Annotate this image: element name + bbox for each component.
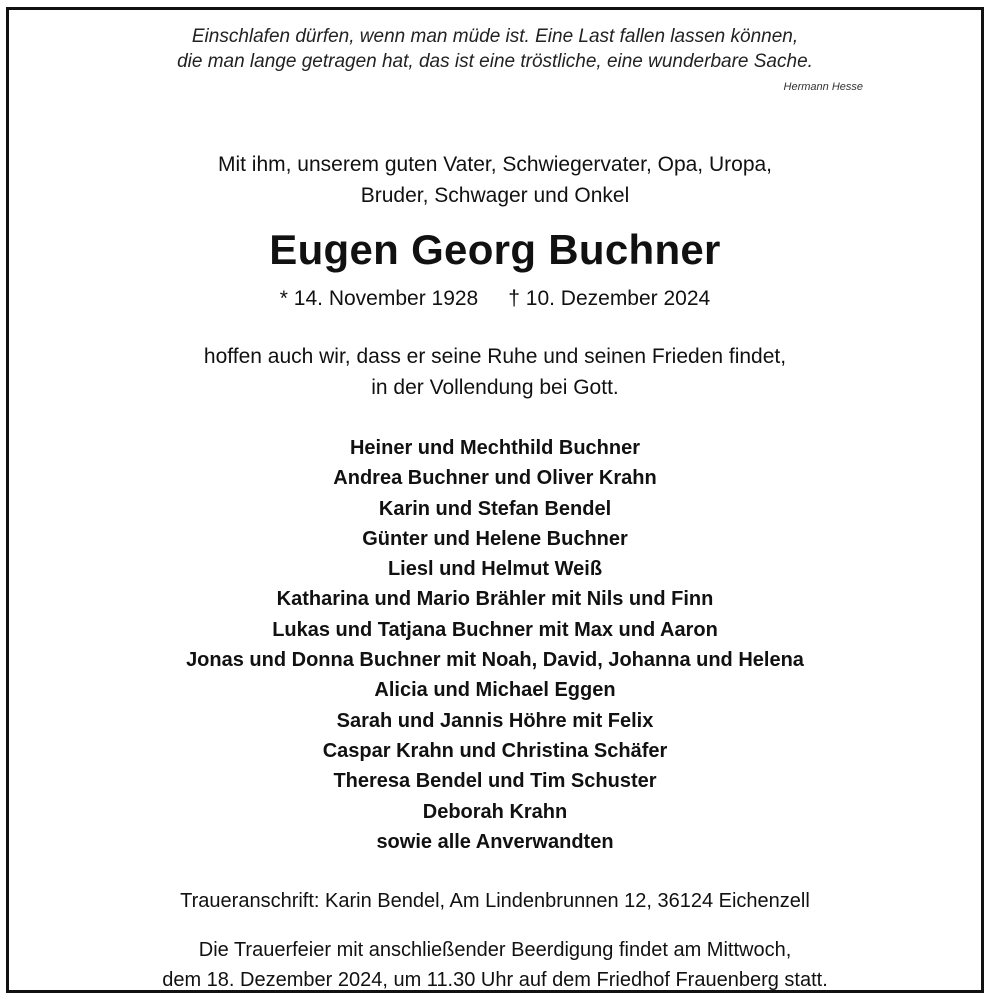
mourner-entry: Jonas und Donna Buchner mit Noah, David, Johanna und Helena bbox=[186, 649, 804, 672]
mourner-entry: Alicia und Michael Eggen bbox=[374, 679, 616, 702]
service-line: dem 18. Dezember 2024, um 11.30 Uhr auf dem Friedhof Frauenberg statt. bbox=[162, 969, 828, 991]
intro-text bbox=[9, 149, 981, 211]
life-dates bbox=[9, 284, 981, 314]
obituary-frame bbox=[6, 7, 984, 993]
mourning-address: Traueranschrift: Karin Bendel, Am Lindenbrunnen 12, 36124 Eichenzell bbox=[180, 890, 810, 912]
mourner-entry: Liesl und Helmut Weiß bbox=[387, 558, 603, 581]
mourners-list bbox=[9, 433, 981, 857]
mourner-entry: Deborah Krahn bbox=[422, 800, 568, 823]
mourner-entry: sowie alle Anverwandten bbox=[376, 830, 614, 853]
birth-date: * 14. November 1928 bbox=[279, 287, 479, 310]
mourner-entry: Theresa Bendel und Tim Schuster bbox=[333, 770, 657, 793]
quote-line: die man lange getragen hat, das ist eine tröstliche, eine wunderbare Sache. bbox=[177, 51, 813, 72]
quote-line: Einschlafen dürfen, wenn man müde ist. Eine Last fallen lassen können, bbox=[191, 26, 799, 47]
mourner-entry: Andrea Buchner und Oliver Krahn bbox=[333, 467, 657, 490]
mourner-entry: Lukas und Tatjana Buchner mit Max und Aaron bbox=[272, 618, 718, 641]
service-line: Die Trauerfeier mit anschließender Beerdigung findet am Mittwoch, bbox=[198, 939, 792, 961]
peace-line: hoffen auch wir, dass er seine Ruhe und seinen Frieden findet, bbox=[203, 345, 787, 368]
intro-line: Bruder, Schwager und Onkel bbox=[360, 184, 630, 207]
mourner-entry: Günter und Helene Buchner bbox=[362, 527, 628, 550]
deceased-name: Eugen Georg Buchner bbox=[269, 226, 721, 273]
mourner-entry: Katharina und Mario Brähler mit Nils und Finn bbox=[276, 588, 714, 611]
mourner-entry: Caspar Krahn und Christina Schäfer bbox=[322, 739, 668, 762]
quote-author: Hermann Hesse bbox=[783, 81, 863, 93]
mourner-entry: Karin und Stefan Bendel bbox=[378, 497, 612, 520]
mourner-entry: Heiner und Mechthild Buchner bbox=[349, 437, 641, 459]
death-date: † 10. Dezember 2024 bbox=[508, 287, 711, 310]
peace-text bbox=[9, 341, 981, 403]
hesse-quote bbox=[9, 24, 981, 74]
mourner-entry: Sarah und Jannis Höhre mit Felix bbox=[336, 709, 654, 732]
funeral-service-info bbox=[9, 935, 981, 995]
intro-line: Mit ihm, unserem guten Vater, Schwiegervater, Opa, Uropa, bbox=[217, 153, 773, 176]
peace-line: in der Vollendung bei Gott. bbox=[371, 376, 619, 399]
